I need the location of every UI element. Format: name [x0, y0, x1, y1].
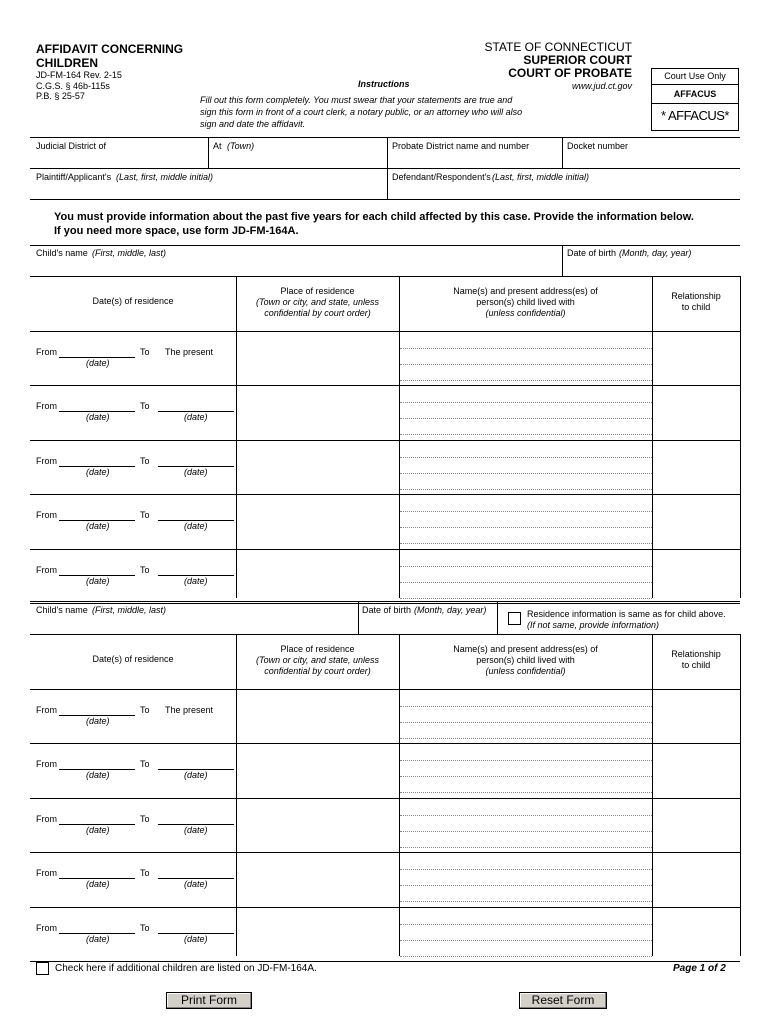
defendant-field[interactable]: [388, 169, 740, 199]
instructions-title: Instructions: [358, 79, 410, 89]
names-addresses-field[interactable]: [400, 853, 652, 905]
date-hint: (date): [86, 575, 110, 586]
plaintiff-hint: (Last, first, middle initial): [116, 172, 214, 182]
state-name: STATE OF CONNECTICUT: [484, 40, 632, 54]
child2-name-hint: (First, middle, last): [92, 605, 167, 615]
child2-col-place-hint: confidential by court order): [264, 666, 371, 676]
court-use-code: AFFACUS: [652, 85, 738, 104]
date-hint: (date): [86, 879, 110, 890]
instructions-text: sign this form in front of a court clerk, a notary public, or an attorney who will also: [200, 107, 523, 117]
notice-text-line2: If you need more space, use form JD-FM-164A.: [54, 225, 299, 237]
from-label: From: [36, 510, 57, 521]
child2-residence-row: [30, 852, 740, 906]
child2-dob-field[interactable]: [359, 602, 497, 634]
from-label: From: [36, 868, 57, 879]
child2-residence-row: [30, 907, 740, 961]
relationship-field[interactable]: [653, 441, 739, 493]
place-of-residence-field[interactable]: [237, 799, 398, 851]
child1-dob-hint: (Month, day, year): [619, 248, 692, 258]
to-label: To: [140, 564, 150, 575]
court-use-barcode: * AFFACUS*: [661, 108, 729, 123]
child2-col-names: person(s) child lived with: [476, 655, 575, 665]
child2-name-label: Child's name: [36, 605, 88, 615]
child1-name-hint: (First, middle, last): [92, 248, 167, 258]
child1-col-names-hint: (unless confidential): [485, 308, 566, 318]
at-hint: (Town): [227, 141, 255, 151]
defendant-label: Defendant/Respondent's: [392, 172, 491, 182]
to-label: To: [140, 455, 150, 466]
names-addresses-field[interactable]: [400, 550, 652, 602]
names-addresses-field[interactable]: [400, 495, 652, 547]
probate-district-label: Probate District name and number: [392, 141, 530, 151]
date-hint: (date): [86, 412, 110, 423]
child1-col-relationship: Relationship: [671, 291, 721, 301]
date-hint: (date): [184, 466, 208, 477]
practice-book-ref: P.B. § 25-57: [36, 91, 85, 101]
relationship-field[interactable]: [653, 332, 739, 384]
date-hint: (date): [86, 716, 110, 726]
instructions-text: Fill out this form completely. You must swear that your statements are true and: [200, 95, 513, 105]
child1-name-field[interactable]: [30, 246, 562, 276]
print-form-button[interactable]: Print Form: [166, 992, 252, 1009]
child1-col-names: Name(s) and present address(es) of: [453, 286, 598, 296]
from-label: From: [36, 401, 57, 412]
child2-dob-label: Date of birth: [362, 605, 412, 615]
child1-name-label: Child's name: [36, 248, 88, 258]
date-hint: (date): [184, 824, 208, 835]
from-label: From: [36, 705, 57, 715]
town-field[interactable]: [209, 138, 387, 168]
probate-district-field[interactable]: [388, 138, 562, 168]
date-hint: (date): [184, 933, 208, 944]
additional-children-label: Check here if additional children are listed on JD-FM-164A.: [55, 963, 317, 974]
child2-col-place: Place of residence: [280, 644, 355, 654]
child2-col-names: Name(s) and present address(es) of: [453, 644, 598, 654]
place-of-residence-field[interactable]: [237, 386, 398, 438]
docket-number-field[interactable]: [563, 138, 740, 168]
child2-residence-row: [30, 689, 740, 743]
relationship-field[interactable]: [653, 908, 739, 960]
page-number: Page 1 of 2: [673, 963, 726, 974]
reset-form-button[interactable]: Reset Form: [519, 992, 607, 1009]
to-label: To: [140, 347, 150, 357]
court-use-label: Court Use Only: [652, 69, 738, 85]
relationship-field[interactable]: [653, 386, 739, 438]
plaintiff-field[interactable]: [30, 169, 387, 199]
to-label: To: [140, 401, 150, 412]
judicial-district-label: Judicial District of: [36, 141, 107, 151]
child1-residence-row: [30, 549, 740, 603]
judicial-district-field[interactable]: [30, 138, 208, 168]
notice-text: You must provide information about the past five years for each child affected by this case. Provide the information below.: [54, 211, 694, 223]
date-hint: (date): [184, 770, 208, 781]
relationship-field[interactable]: [653, 799, 739, 851]
child1-dob-field[interactable]: [563, 246, 740, 276]
child2-col-dates: Date(s) of residence: [92, 654, 174, 664]
same-residence-hint: (If not same, provide information): [527, 620, 660, 630]
place-of-residence-field[interactable]: [237, 744, 398, 796]
child2-name-field[interactable]: [30, 602, 358, 634]
from-label: From: [36, 813, 57, 824]
date-hint: (date): [184, 575, 208, 586]
child2-col-place-hint: (Town or city, and state, unless: [255, 655, 380, 665]
relationship-field[interactable]: [653, 550, 739, 602]
form-number: JD-FM-164 Rev. 2-15: [36, 70, 122, 80]
date-hint: (date): [86, 521, 110, 532]
date-hint: (date): [86, 770, 110, 781]
place-of-residence-field[interactable]: [237, 441, 398, 493]
at-label: At: [213, 141, 222, 151]
from-label: From: [36, 347, 57, 357]
child1-col-place-hint: (Town or city, and state, unless: [255, 297, 380, 307]
names-addresses-field[interactable]: [400, 441, 652, 493]
to-label: To: [140, 922, 150, 933]
child1-col-names: person(s) child lived with: [476, 297, 575, 307]
place-of-residence-field[interactable]: [237, 550, 398, 602]
form-title-line2: CHILDREN: [36, 56, 98, 70]
place-of-residence-field[interactable]: [237, 690, 398, 742]
child1-col-place-hint: confidential by court order): [264, 308, 371, 318]
place-of-residence-field[interactable]: [237, 853, 398, 905]
court-superior: SUPERIOR COURT: [523, 53, 632, 67]
names-addresses-field[interactable]: [400, 690, 652, 742]
child1-col-relationship: to child: [681, 302, 711, 312]
date-hint: (date): [86, 358, 110, 368]
names-addresses-field[interactable]: [400, 332, 652, 384]
place-of-residence-field[interactable]: [237, 495, 398, 547]
statute-ref: C.G.S. § 46b-115s: [36, 81, 110, 91]
to-label: To: [140, 705, 150, 715]
from-label: From: [36, 922, 57, 933]
present-label: The present: [165, 705, 214, 715]
from-label: From: [36, 455, 57, 466]
form-title: AFFIDAVIT CONCERNING: [36, 42, 184, 56]
date-hint: (date): [184, 521, 208, 532]
child1-col-place: Place of residence: [280, 286, 355, 296]
relationship-field[interactable]: [653, 853, 739, 905]
child1-residence-row: [30, 494, 740, 548]
names-addresses-field[interactable]: [400, 799, 652, 851]
relationship-field[interactable]: [653, 495, 739, 547]
date-hint: (date): [86, 933, 110, 944]
child2-col-names-hint: (unless confidential): [485, 666, 566, 676]
to-label: To: [140, 510, 150, 521]
from-label: From: [36, 759, 57, 770]
child2-residence-row: [30, 798, 740, 852]
names-addresses-field[interactable]: [400, 908, 652, 960]
child1-residence-row: [30, 440, 740, 494]
date-hint: (date): [86, 824, 110, 835]
date-hint: (date): [184, 412, 208, 423]
relationship-field[interactable]: [653, 690, 739, 742]
instructions-text: sign and date the affidavit.: [200, 119, 306, 129]
child2-col-relationship: to child: [681, 660, 711, 670]
present-label: The present: [165, 347, 214, 357]
court-probate: COURT OF PROBATE: [508, 66, 632, 80]
relationship-field[interactable]: [653, 744, 739, 796]
child2-dob-hint: (Month, day, year): [414, 605, 487, 615]
to-label: To: [140, 813, 150, 824]
docket-number-label: Docket number: [567, 141, 629, 151]
website: www.jud.ct.gov: [571, 81, 632, 91]
place-of-residence-field[interactable]: [237, 332, 398, 384]
same-residence-label: Residence information is same as for child above.: [527, 609, 726, 619]
from-label: From: [36, 564, 57, 575]
names-addresses-field[interactable]: [400, 386, 652, 438]
to-label: To: [140, 759, 150, 770]
defendant-hint: (Last, first, middle initial): [492, 172, 590, 182]
child1-col-dates: Date(s) of residence: [92, 296, 174, 306]
child2-residence-row: [30, 743, 740, 797]
court-use-box: [651, 68, 739, 131]
names-addresses-field[interactable]: [400, 744, 652, 796]
additional-children-checkbox[interactable]: [36, 962, 49, 975]
child1-dob-label: Date of birth: [567, 248, 617, 258]
child1-residence-table: [30, 276, 740, 598]
to-label: To: [140, 868, 150, 879]
plaintiff-label: Plaintiff/Applicant's: [36, 172, 112, 182]
date-hint: (date): [184, 879, 208, 890]
same-residence-checkbox[interactable]: [508, 612, 521, 625]
child2-residence-table: [30, 634, 740, 956]
child1-residence-row: [30, 331, 740, 385]
child1-residence-row: [30, 385, 740, 439]
date-hint: (date): [86, 466, 110, 477]
place-of-residence-field[interactable]: [237, 908, 398, 960]
child2-col-relationship: Relationship: [671, 649, 721, 659]
